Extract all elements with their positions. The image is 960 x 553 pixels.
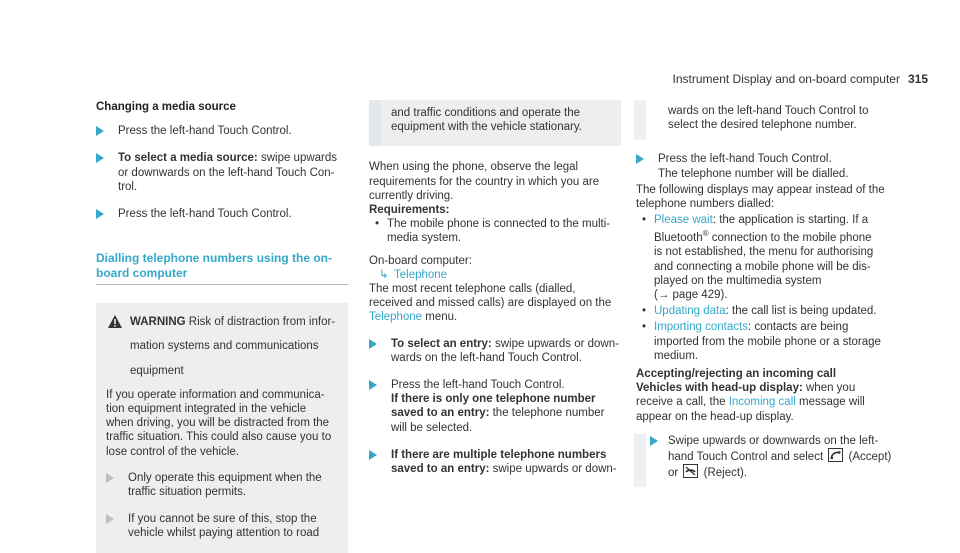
warning-box bbox=[96, 303, 348, 552]
subheading-dialling: Dialling telephone numbers using the on- board computer bbox=[96, 251, 348, 285]
step-arrow-icon bbox=[636, 154, 644, 164]
section-title: Instrument Display and on-board computer bbox=[672, 72, 900, 86]
incoming-call-link[interactable]: Incoming call bbox=[728, 396, 796, 409]
bullet-importing-contacts: • Importing contacts: contacts are being imported from the mobile phone or a storage medium. bbox=[636, 320, 898, 363]
step-swipe-accept: Swipe upwards or downwards on the left- hand Touch Control and select (Accept) or (Reject). bbox=[634, 434, 898, 487]
path-arrow-icon: ↳ bbox=[379, 268, 389, 281]
step-arrow-icon bbox=[369, 450, 377, 460]
requirement-item: • The mobile phone is connected to the multi- media system. bbox=[369, 217, 621, 245]
step-continuation: wards on the left-hand Touch Control to select the desired telephone number. bbox=[634, 100, 898, 140]
telephone-link[interactable]: Telephone bbox=[394, 268, 448, 281]
bullet-please-wait: • Please wait: the application is starting. If a Bluetooth® connection to the mobile phone is not established, the menu for authorising and connecting a mobile phone will be dis- played on the multimedia system (→ page 429). bbox=[636, 213, 898, 302]
heading-accepting-call: Accepting/rejecting an incoming call bbox=[636, 368, 837, 381]
step-arrow-icon bbox=[96, 153, 104, 163]
warning-triangle-icon bbox=[108, 315, 122, 328]
updating-data-link[interactable]: Updating data bbox=[654, 305, 726, 318]
warning-title: WARNING Risk of distraction from infor- mation systems and communications equipment bbox=[106, 315, 338, 378]
recent-calls-note: The most recent telephone calls (dialled, received and missed calls) are displayed on the Telephone menu. bbox=[369, 283, 612, 324]
warning-continuation: and traffic conditions and operate the equipment with the vehicle stationary. bbox=[369, 100, 621, 146]
importing-contacts-link[interactable]: Importing contacts bbox=[654, 321, 748, 334]
column-1 bbox=[96, 100, 348, 553]
warning-step-stop: If you cannot be sure of this, stop the vehicle whilst paying attention to road bbox=[106, 512, 338, 540]
step-select-entry: To select an entry: swipe upwards or down- wards on the left-hand Touch Control. bbox=[369, 337, 621, 365]
telephone-menu-link[interactable]: Telephone bbox=[369, 311, 423, 324]
accept-phone-icon bbox=[828, 448, 843, 462]
step-arrow-icon bbox=[106, 514, 114, 524]
requirements-label: Requirements: bbox=[369, 204, 450, 217]
phone-legal-note: When using the phone, observe the legal requirements for the country in which you are currently driving. bbox=[369, 161, 600, 202]
menu-path bbox=[369, 268, 621, 282]
onboard-label: On-board computer: bbox=[369, 254, 472, 267]
step-press-touch-control-3: Press the left-hand Touch Control. If there is only one telephone number saved to an entry: the telephone number will be selected. bbox=[369, 378, 621, 435]
bullet-updating-data: • Updating data: the call list is being updated. bbox=[636, 304, 898, 318]
page-number: 315 bbox=[907, 72, 928, 86]
column-2 bbox=[369, 100, 621, 489]
step-press-touch-control-2: Press the left-hand Touch Control. bbox=[96, 207, 348, 221]
step-press-dial: Press the left-hand Touch Control. The telephone number will be dialled. bbox=[636, 152, 898, 180]
step-arrow-icon bbox=[369, 339, 377, 349]
step-arrow-icon bbox=[96, 126, 104, 136]
step-multiple-numbers: If there are multiple telephone numbers saved to an entry: swipe upwards or down- bbox=[369, 448, 621, 476]
step-arrow-icon bbox=[650, 436, 658, 446]
step-arrow-icon bbox=[96, 209, 104, 219]
step-arrow-icon bbox=[106, 473, 114, 483]
please-wait-link[interactable]: Please wait bbox=[654, 214, 713, 227]
warning-body: If you operate information and communica- tion equipment integrated in the vehicle when driving, you will be distracted from the traffic situation. This could also cause you to lose control of the vehicle. bbox=[106, 388, 332, 458]
heading-changing-media-source: Changing a media source bbox=[96, 101, 236, 113]
following-note: The following displays may appear instead of the bbox=[636, 183, 885, 196]
reject-phone-icon bbox=[683, 464, 698, 478]
warning-step-operate: Only operate this equipment when the traffic situation permits. bbox=[106, 471, 338, 499]
step-press-touch-control-1: Press the left-hand Touch Control. bbox=[96, 124, 348, 138]
column-3: wards on the left-hand Touch Control to select the desired telephone number. Press the left-hand Touch Control. The telephone number will be dialled. The following displays may appear instead of the telephone numbers dialled: • Please wait: the application is starting. If a Bluetooth® connection to the mobile phone is not established, the menu for authorising and connecting a mobile phone will be dis- played on the multimedia system (→ page 429). • Updating data: the call list is being updated. • Importing contacts: contacts are being imported from the mobile phone or a storage medium. Accepting/rejecting an incoming call Vehicles with head-up display: when you receive a call, the Incoming call message will appear on the head-up display. Swipe upwards or downwards on the left- hand Touch Control and select (Accept) or (Reject). bbox=[636, 100, 898, 500]
page-header bbox=[673, 72, 928, 86]
step-select-media-source: To select a media source: swipe upwards or downwards on the left-hand Touch Con- trol. bbox=[96, 151, 348, 194]
step-arrow-icon bbox=[369, 380, 377, 390]
